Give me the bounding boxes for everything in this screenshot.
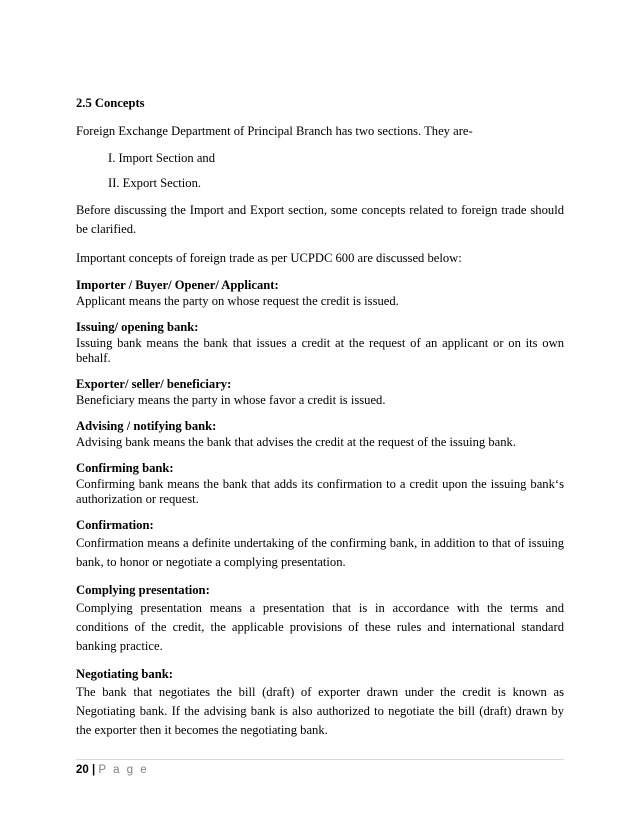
term-title: Advising / notifying bank: [76, 419, 217, 433]
page-content [76, 96, 564, 751]
page-label: P a g e [98, 764, 149, 776]
term-block [76, 518, 564, 572]
term-definition: Advising bank means the bank that advises the credit at the request of the issuing bank. [76, 435, 516, 449]
page-footer [76, 759, 564, 776]
term-definition: Confirmation means a definite undertaking of the confirming bank, in addition to that of issuing bank, to honor or negotiate a complying presentation. [76, 536, 564, 569]
section-list-item: I. Import Section and [108, 151, 216, 165]
term-title: Exporter/ seller/ beneficiary: [76, 377, 232, 391]
section-heading: 2.5 Concepts [76, 96, 145, 110]
term-definition: Confirming bank means the bank that adds its confirmation to a credit upon the issuing bank‘s authorization or request. [76, 477, 564, 506]
term-title: Issuing/ opening bank: [76, 320, 199, 334]
footer-separator: | [92, 764, 96, 776]
term-definition: Applicant means the party on whose request the credit is issued. [76, 294, 399, 308]
term-definition: Complying presentation means a presentation that is in accordance with the terms and conditions of the credit, the applicable provisions of these rules and international standard banking practice. [76, 601, 564, 653]
term-definition: Beneficiary means the party in whose favor a credit is issued. [76, 393, 386, 407]
term-title: Importer / Buyer/ Opener/ Applicant: [76, 278, 279, 292]
intro-paragraph: Foreign Exchange Department of Principal Branch has two sections. They are- [76, 124, 473, 138]
term-definition: Issuing bank means the bank that issues a credit at the request of an applicant or on its own behalf. [76, 336, 564, 365]
body-paragraph: Before discussing the Import and Export section, some concepts related to foreign trade should be clarified. [76, 203, 564, 236]
section-list-item: II. Export Section. [108, 176, 202, 190]
term-block [76, 278, 564, 309]
body-paragraph: Important concepts of foreign trade as per UCPDC 600 are discussed below: [76, 251, 462, 265]
term-block [76, 583, 564, 656]
term-definition: The bank that negotiates the bill (draft) of exporter drawn under the credit is known as Negotiating bank. If the advising bank is also authorized to negotiate the bill (draft) drawn by the exporter then it becomes the negotiating bank. [76, 685, 564, 737]
term-title: Complying presentation: [76, 583, 210, 597]
term-block [76, 320, 564, 366]
term-title: Confirming bank: [76, 461, 174, 475]
page-number: 20 [76, 764, 89, 776]
term-block [76, 419, 564, 450]
term-block [76, 461, 564, 507]
term-block [76, 667, 564, 740]
term-block [76, 377, 564, 408]
term-title: Negotiating bank: [76, 667, 173, 681]
term-title: Confirmation: [76, 518, 154, 532]
